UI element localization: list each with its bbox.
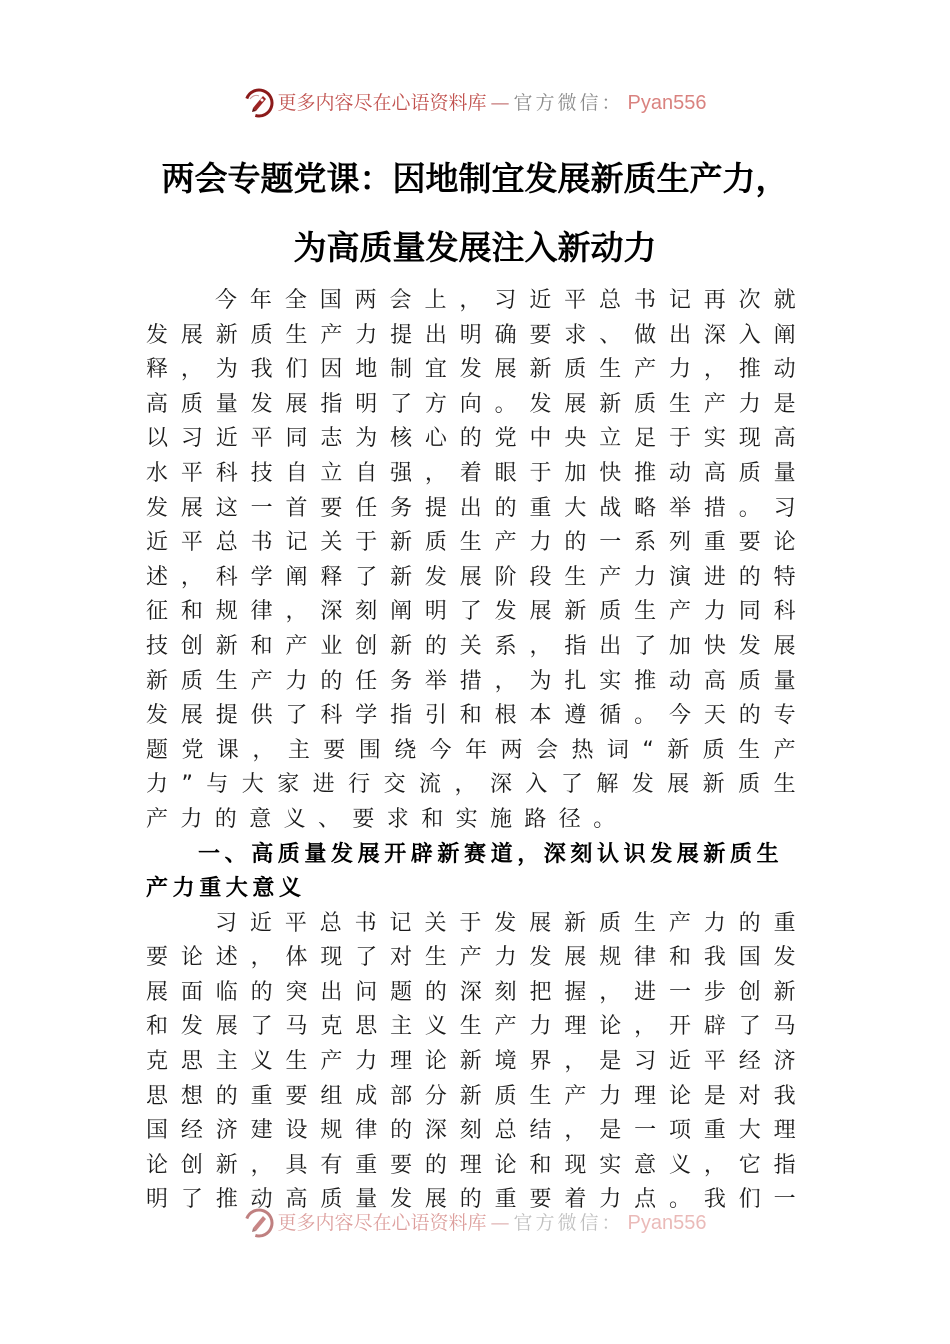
watermark-contact-id: Pyan556 [627, 1212, 707, 1234]
watermark-brand-text: 更多内容尽在心语资料库 [277, 92, 487, 114]
watermark-dash: — [490, 1212, 510, 1234]
document-title-line-2: 为高质量发展注入新动力 [293, 228, 657, 267]
body-paragraph-intro: 今年全国两会上，习近平总书记再次就发展新质生产力提出明确要求、做出深入阐释，为我们因地制宜发展新质生产力，推动高质量发展指明了方向。发展新质生产力是以习近平同志为核心的党中央立足于实现高水平科技自立自强，着眼于加快推动高质量发展这一首要任务提出的重大战略举措。习近平总书记关于新质生产力的一系列重要论述，科学阐释了新发展阶段生产力演进的特征和规律，深刻阐明了发展新质生产力同科技创新和产业创新的关系，指出了加快发展新质生产力的任务举措，为扎实推动高质量发展提供了科学指引和根本遵循。今天的专题党课，主要围绕今年两会热词“新质生产力”与大家进行交流，深入了解发展新质生产力的意义、要求和实施路径。 [146, 288, 808, 832]
pen-nib-logo-icon [244, 1208, 274, 1238]
watermark-contact-id: Pyan556 [627, 92, 707, 114]
watermark-brand-text: 更多内容尽在心语资料库 [277, 1212, 487, 1234]
watermark-contact-label: 官方微信： [513, 1212, 624, 1234]
document-body [146, 284, 808, 1215]
footer-watermark [0, 1208, 950, 1238]
document-title-line-1: 两会专题党课：因地制宜发展新质生产力， [161, 159, 789, 198]
section-heading-1: 一、高质量发展开辟新赛道，深刻认识发展新质生产力重大意义 [146, 841, 784, 902]
watermark-contact-label: 官方微信： [513, 92, 624, 114]
watermark-dash: — [490, 92, 510, 114]
body-paragraph-significance: 习近平总书记关于发展新质生产力的重要论述，体现了对生产力发展规律和我国发展面临的突出问题的深刻把握，进一步创新和发展了马克思主义生产力理论，开辟了马克思主义生产力理论新境界，是习近平经济思想的重要组成部分新质生产力理论是对我国经济建设规律的深刻总结，是一项重大理论创新，具有重要的理论和现实意义，它指明了推动高质量发展的重要着力点。我们一 [146, 910, 808, 1213]
